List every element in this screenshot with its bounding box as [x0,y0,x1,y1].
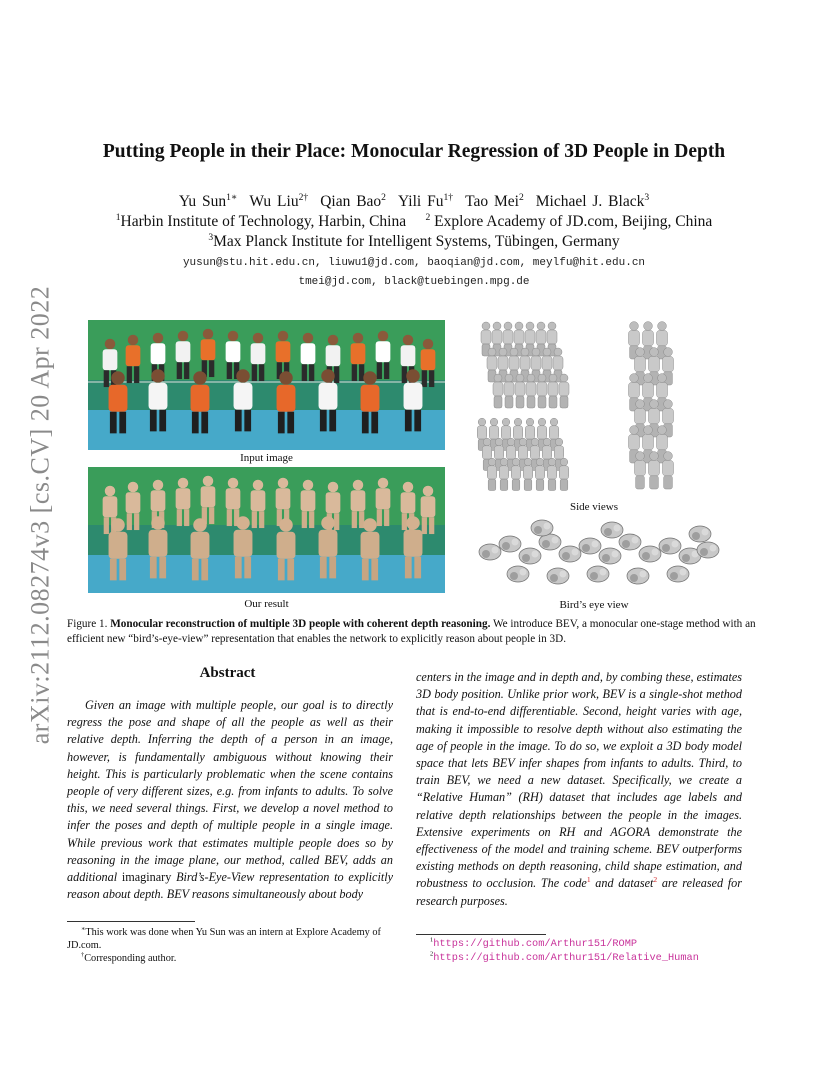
abstract-right-text: centers in the image and in depth and, by combing these, estimates 3D body position. Unlike prior work, BEV is a single-shot method that is end-to-end differentiable. Second, height varies with age, making it impossible to resolve depth without also estimating the age of people in the image. To do so, we exploit a 3D body model space that lets BEV infer shapes from infants to adults. Third, to train BEV, we need a new dataset. Specifically, we create a “Relative Human” (RH) dataset that includes age labels and relative depth relationships between the people in the images. Extensive experiments on RH and AGORA demonstrate the effectiveness of the model and training scheme. BEV outperforms existing methods on depth reasoning, child shape estimation, and robustness to occlusion. The code [416,670,742,891]
abstract-left-nonitalic: imaginary [121,870,172,885]
abstract-heading: Abstract [199,665,256,681]
input-photo-illustration [88,320,445,450]
label-side-views: Side views [570,501,618,513]
footnotes-right [430,937,770,965]
author-name: Tao Mei [465,193,519,210]
footnote-star-mark: ∗ [81,925,86,933]
author-affil-sup: 1† [443,191,454,203]
input-image-photo [88,320,445,450]
abstract-left-tail: Bird’s-Eye-View representation to explicitly reason about depth. BEV reasons simultaneously about body [67,870,394,902]
our-result-photo [88,467,445,593]
caption-prefix: Figure 1. [67,618,111,630]
author-3 [320,193,386,210]
footnote-star-text: This work was done when Yu Sun was an intern at Explore Academy of JD.com. [67,927,381,951]
author-affil-sup: 3 [644,191,650,203]
affiliations-line-1 [60,213,768,231]
abstract-left-column [67,697,393,903]
label-our-result: Our result [244,598,289,610]
email-line-2: tmei@jd.com, black@tuebingen.mpg.de [298,276,530,288]
author-affil-sup: 1∗ [226,191,238,203]
author-name: Yu Sun [178,193,227,210]
dataset-footnote-ref[interactable]: 2 [653,875,658,885]
birds-eye-panel [472,516,722,598]
arxiv-stamp: arXiv:2112.08274v3 [cs.CV] 20 Apr 2022 [25,285,54,745]
footnote-1-link[interactable]: https://github.com/Arthur151/ROMP [433,938,638,950]
abstract-left-text: Given an image with multiple people, our goal is to directly regress the pose and shape of all the people as well as their relative depth. Inferring the depth of a person in an image, however, is fundamentally ambiguous without knowing their height. This is particularly problematic when the scene contains people of very different sizes, e.g. from infants to adults. To solve this, we need several things. First, we develop a novel method to infer the poses and depth of multiple people in a single image. While previous work that estimates multiple people does so by reasoning in the image plane, our method, called BEV, adds an additional [67,698,393,885]
affiliation-3: Max Planck Institute for Intelligent Systems, Tübingen, Germany [213,233,620,250]
footnote-2-mark: 2 [430,950,434,958]
affil-sup-2: 2 [425,211,431,223]
author-4 [398,193,453,210]
author-6 [536,193,649,210]
footnote-dagger [67,952,393,965]
affiliation-2: Explore Academy of JD.com, Beijing, China [434,213,713,230]
author-name: Wu Liu [249,193,299,210]
footnote-rule-right [416,934,546,935]
author-affil-sup: 2† [298,191,309,203]
affiliation-1: Harbin Institute of Technology, Harbin, China [120,213,407,230]
author-1 [179,193,238,210]
side-views-illustration [474,318,718,498]
footnote-dagger-text: Corresponding author. [84,953,177,964]
label-birds-eye-view: Bird’s eye view [559,599,629,611]
side-views-panel [474,318,718,498]
footnotes-left [67,926,393,965]
footnote-1 [430,937,770,951]
footnote-2 [430,951,770,965]
author-name: Michael J. Black [535,193,645,210]
author-affil-sup: 2 [381,191,386,203]
email-line-1: yusun@stu.hit.edu.cn, liuwu1@jd.com, baoqian@jd.com, meylfu@hit.edu.cn [182,257,646,269]
abstract-right-and: and dataset [590,876,654,891]
author-list [60,193,768,211]
code-footnote-ref[interactable]: 1 [586,875,591,885]
footnote-dagger-mark: † [81,951,85,959]
author-affil-sup: 2 [518,191,524,203]
footnote-1-mark: 1 [430,936,434,944]
paper-title: Putting People in their Place: Monocular Regression of 3D People in Depth [102,141,726,162]
affil-sup-1: 1 [115,211,121,223]
footnote-rule-left [67,921,195,922]
author-5 [465,193,524,210]
caption-rest: We introduce BEV, a monocular one-stage method with an efficient new “bird’s-eye-view” representation that enables the network to explicitly reason about people in 3D. [67,618,756,645]
author-name: Yili Fu [397,193,444,210]
author-2 [249,193,308,210]
result-photo-illustration [88,467,445,593]
footnote-2-link[interactable]: https://github.com/Arthur151/Relative_Human [433,952,699,964]
figure-caption [67,617,767,647]
caption-bold: Monocular reconstruction of multiple 3D people with coherent depth reasoning. [110,618,491,630]
affil-sup-3: 3 [208,231,214,243]
author-name: Qian Bao [320,193,382,210]
affiliations-line-2 [60,233,768,251]
birds-eye-illustration [472,516,722,598]
label-input-image: Input image [240,452,293,464]
abstract-right-tail: are released for research purposes. [416,876,742,908]
footnote-star [67,926,393,952]
abstract-right-column [416,669,742,910]
